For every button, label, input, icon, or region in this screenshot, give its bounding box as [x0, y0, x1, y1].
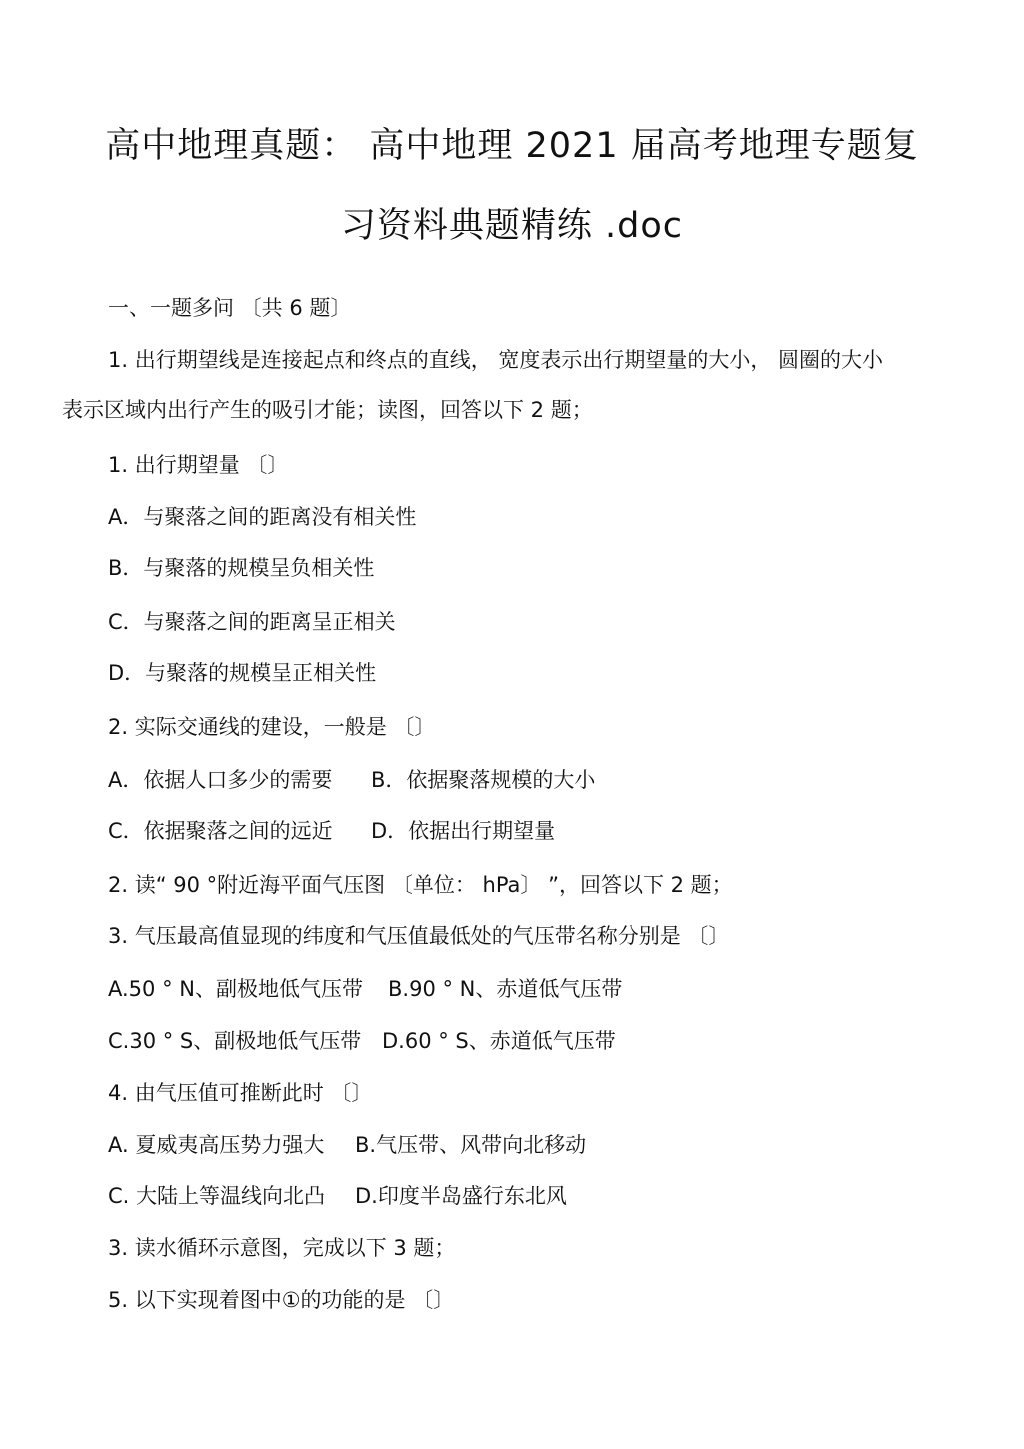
question-4-option-d: D.印度半岛盛行东北风: [355, 1184, 567, 1208]
question-3-option-a: A.50 ° N、副极地低气压带: [108, 977, 363, 1001]
intro-3: 3. 读水循环示意图，完成以下 3 题；: [108, 1236, 456, 1260]
question-3-option-d: D.60 ° S、赤道低气压带: [382, 1029, 616, 1053]
document-title-line-1: 高中地理真题： 高中地理 2021 届高考地理专题复: [105, 126, 919, 166]
question-4-option-a: A. 夏威夷高压势力强大: [108, 1133, 325, 1157]
question-3: 3. 气压最高值显现的纬度和气压值最低处的气压带名称分别是 〔〕: [108, 924, 730, 948]
question-1-option-b: B．与聚落的规模呈负相关性: [108, 556, 375, 580]
question-1-option-a: A．与聚落之间的距离没有相关性: [108, 505, 417, 529]
intro-2: 2. 读“ 90 °附近海平面气压图 〔单位： hPa〕 ”，回答以下 2 题；: [108, 873, 733, 897]
question-4-option-b: B.气压带、风带向北移动: [355, 1133, 587, 1157]
question-1-option-d: D．与聚落的规模呈正相关性: [108, 661, 377, 685]
question-2: 2. 实际交通线的建设，一般是 〔〕: [108, 715, 436, 739]
question-5: 5. 以下实现着图中①的功能的是 〔〕: [108, 1288, 455, 1312]
question-3-option-b: B.90 ° N、赤道低气压带: [388, 977, 623, 1001]
intro-1-line-2: 表示区域内出行产生的吸引才能；读图，回答以下 2 题；: [62, 398, 593, 422]
question-4: 4. 由气压值可推断此时 〔〕: [108, 1081, 373, 1105]
question-4-option-c: C. 大陆上等温线向北凸: [108, 1184, 326, 1208]
document-title-line-2: 习资料典题精练 .doc: [340, 206, 684, 246]
question-3-option-c: C.30 ° S、副极地低气压带: [108, 1029, 362, 1053]
question-2-option-d: D．依据出行期望量: [371, 819, 556, 843]
question-2-option-a: A．依据人口多少的需要: [108, 768, 333, 792]
question-2-option-b: B．依据聚落规模的大小: [371, 768, 596, 792]
intro-1-line-1: 1. 出行期望线是连接起点和终点的直线， 宽度表示出行期望量的大小， 圆圈的大小: [108, 348, 884, 372]
question-1: 1. 出行期望量 〔〕: [108, 453, 289, 477]
section-heading: 一、一题多问 〔共 6 题〕: [108, 296, 352, 320]
question-2-option-c: C．依据聚落之间的远近: [108, 819, 333, 843]
question-1-option-c: C．与聚落之间的距离呈正相关: [108, 610, 396, 634]
